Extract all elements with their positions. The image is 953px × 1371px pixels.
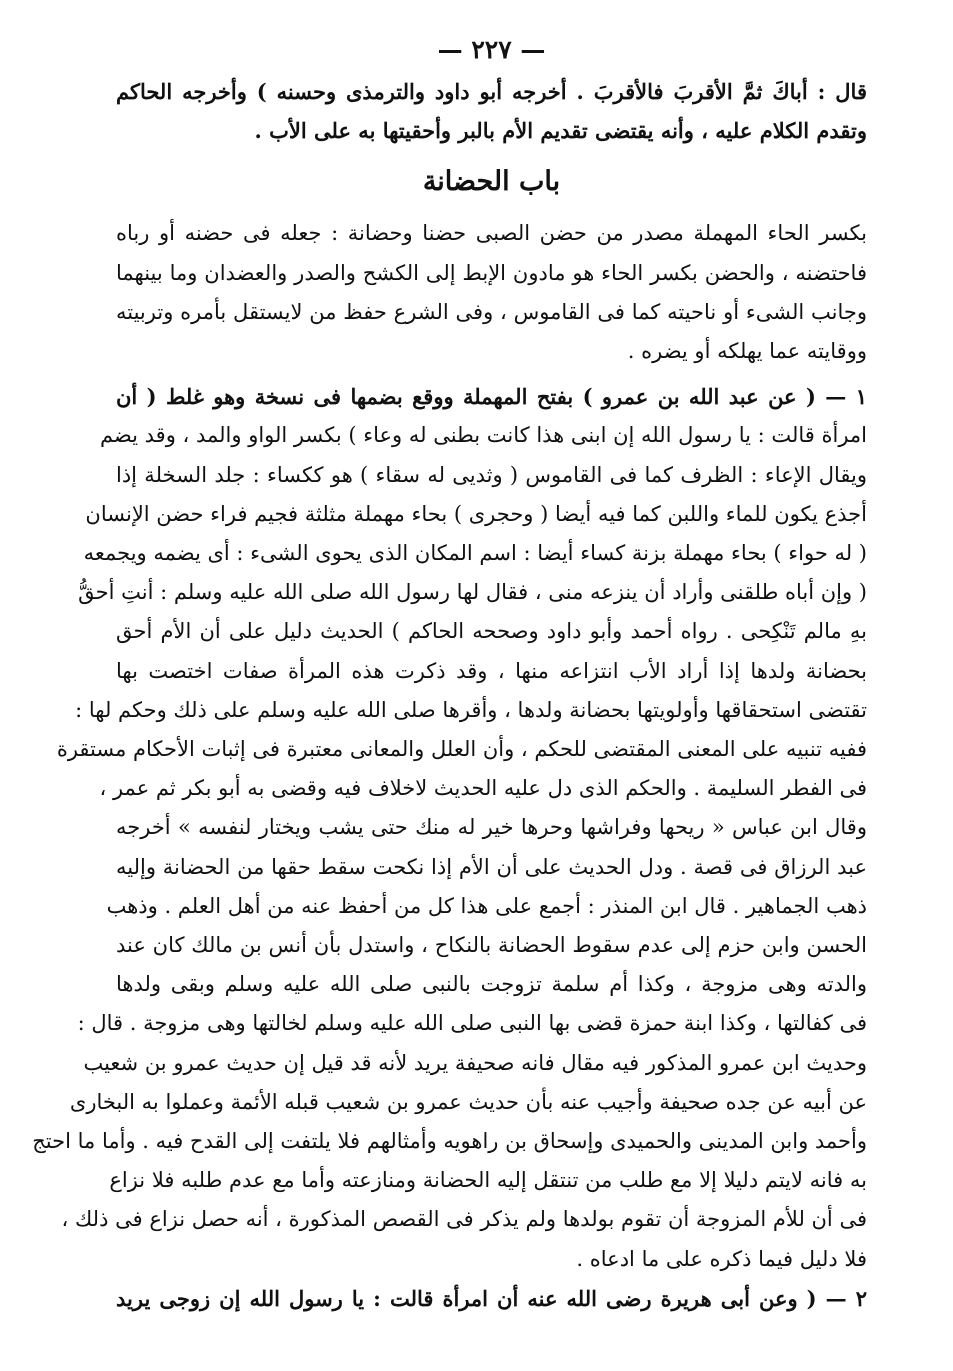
- page-number: — ٢٢٧ —: [437, 35, 546, 64]
- hadith-1-paragraph: [32, 377, 867, 1279]
- text-line: عن أبيه عن جده صحيفة وأجيب عنه بأن حديث عمرو بن شعيب قبله الأئمة وعملوا به البخارى: [69, 1089, 867, 1114]
- text-line: بهِ مالم تَنْكِحى . رواه أحمد وأبو داود وصححه الحاكم ) الحديث دليل على أن الأم أحق: [116, 619, 867, 644]
- section-heading: باب الحضانة: [422, 166, 561, 198]
- text-line: قال : أباكَ ثمَّ الأقربَ فالأقربَ . أخرجه أبو داود والترمذى وحسنه ) وأخرجه الحاكم: [116, 79, 867, 104]
- text-line: ففيه تنبيه على المعنى المقتضى للحكم ، وأن العلل والمعانى معتبرة فى إثبات الأحكام مستقرة: [56, 737, 867, 762]
- text-line: عبد الرزاق فى قصة . ودل الحديث على أن الأم إذا نكحت سقط حقها من الحضانة وإليه: [116, 854, 867, 879]
- text-line: ويقال الإعاء : الظرف كما فى القاموس ( وثديى له سقاء ) هو ككساء : جلد السخلة إذا: [116, 462, 867, 487]
- text-line: فى كفالتها ، وكذا ابنة حمزة قضى بها النبى صلى الله عليه وسلم لخالتها وهى مزوجة . قال :: [77, 1011, 867, 1036]
- text-line: فى أن للأم المزوجة أن تقوم بولدها ولم يذكر فى القصص المذكورة ، أنه حصل نزاع فى ذلك ،: [61, 1207, 867, 1232]
- text-line: ( وإن أباه طلقنى وأراد أن ينزعه منى ، فقال لها رسول الله صلى الله عليه وسلم : أنتِ أحقُّ: [78, 580, 867, 605]
- text-line: ووقايته عما يهلكه أو يضره .: [627, 339, 867, 364]
- text-line: بحضانة ولدها إذا أراد الأب انتزاعه منها ، وقد ذكرت هذه المرأة صفات اختصت بها: [116, 658, 867, 683]
- text-line: فلا دليل فيما ذكره على ما ادعاه .: [576, 1246, 867, 1271]
- text-line: أجذع يكون للماء واللبن كما فيه أيضا ( وحجرى ) بحاء مهملة مثلثة فجيم فراء حضن الإنسان: [85, 501, 867, 526]
- text-line: تقتضى استحقاقها وأولويتها بحضانة ولدها ، وأقرها صلى الله عليه وسلم على ذلك وحكم لها :: [75, 697, 867, 722]
- text-line: وجانب الشىء أو ناحيته كما فى القاموس ، وفى الشرع حفظ من لايستقل بأمره وتربيته: [116, 299, 867, 324]
- text-line: به فانه لايتم دليلا إلا مع طلب من تنتقل إليه الحضانة ومنازعته وأما مع عدم طلبه فلا نزاع: [109, 1168, 867, 1193]
- intro-paragraph: [116, 72, 867, 150]
- text-line: وقال ابن عباس « ريحها وفراشها وحرها خير له منك حتى يشب ويختار لنفسه » أخرجه: [116, 815, 867, 840]
- hadith-2-paragraph: [116, 1279, 867, 1318]
- text-line: وتقدم الكلام عليه ، وأنه يقتضى تقديم الأم بالبر وأحقيتها به على الأب .: [254, 118, 867, 144]
- text-line: الحسن وابن حزم إلى عدم سقوط الحضانة بالنكاح ، واستدل بأن أنس بن مالك كان عند: [116, 933, 867, 958]
- text-line: ذهب الجماهير . قال ابن المنذر : أجمع على هذا كل من أحفظ عنه من أهل العلم . وذهب: [106, 893, 867, 918]
- text-line: امرأة قالت : يا رسول الله إن ابنى هذا كانت بطنى له وعاء ) بكسر الواو والمد ، وقد يضم: [99, 423, 867, 448]
- definition-paragraph: [116, 214, 867, 371]
- text-line: فاحتضنه ، والحضن بكسر الحاء هو مادون الإبط إلى الكشح والصدر والعضدان وما بينهما: [116, 260, 867, 285]
- text-line: والدته وهى مزوجة ، وكذا أم سلمة تزوجت بالنبى صلى الله عليه وسلم وبقى ولدها: [116, 972, 867, 997]
- text-line: بكسر الحاء المهملة مصدر من حضن الصبى حضنا وحضانة : جعله فى حضنه أو رباه: [116, 221, 867, 246]
- text-line: وأحمد وابن المدينى والحميدى وإسحاق بن راهويه وأمثالهم فلا يلتفت إلى القدح فيه . وأما ما احتج: [32, 1129, 867, 1154]
- text-line: فى الفطر السليمة . والحكم الذى دل عليه الحديث لاخلاف فيه وقضى به أبو بكر ثم عمر ،: [99, 776, 867, 801]
- text-line: ( له حواء ) بحاء مهملة بزنة كساء أيضا : اسم المكان الذى يحوى الشىء : أى يضمه ويجمعه: [83, 541, 867, 566]
- text-line: ٢ — ( وعن أبى هريرة رضى الله عنه أن امرأة قالت : يا رسول الله إن زوجى يريد: [116, 1285, 867, 1311]
- text-line: ١ — ( عن عبد الله بن عمرو ) بفتح المهملة ووقع بضمها فى نسخة وهو غلط ( أن: [116, 384, 867, 410]
- text-line: وحديث ابن عمرو المذكور فيه مقال فانه صحيفة يريد لأنه قد قيل إن حديث عمرو بن شعيب: [83, 1050, 867, 1075]
